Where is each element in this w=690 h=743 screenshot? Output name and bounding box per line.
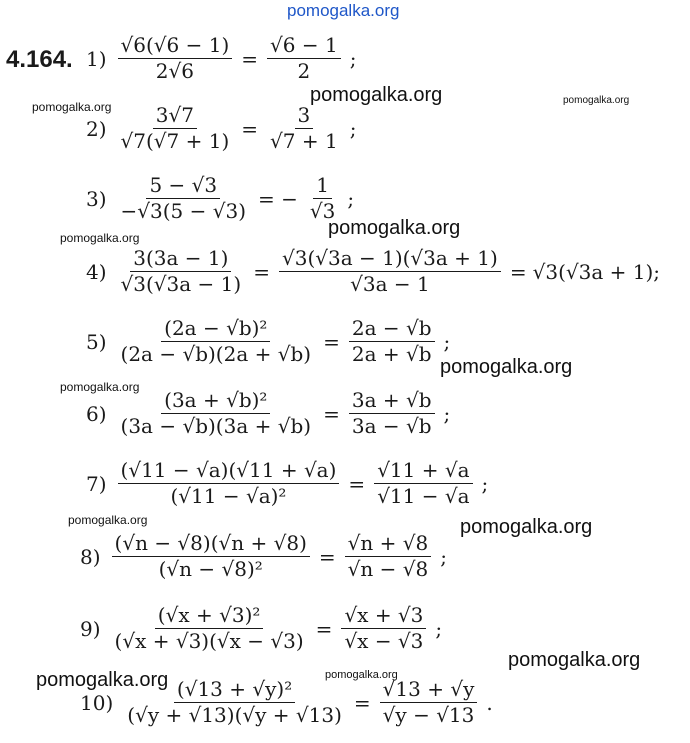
denominator: 2√6 xyxy=(155,59,194,83)
watermark-top: pomogalka.org xyxy=(287,1,400,20)
watermark: pomogalka.org xyxy=(508,649,641,671)
fraction xyxy=(112,604,307,653)
item-number: 10) xyxy=(80,690,114,715)
fraction xyxy=(267,104,341,153)
fraction xyxy=(118,317,315,366)
punctuation: . xyxy=(486,690,493,715)
fraction xyxy=(374,459,472,508)
punctuation: ; xyxy=(347,186,355,211)
watermark: pomogalka.org xyxy=(36,669,169,691)
watermark: pomogalka.org xyxy=(32,100,112,114)
equation-7 xyxy=(86,459,488,508)
denominator: √11 − √a xyxy=(377,484,470,508)
watermark: pomogalka.org xyxy=(460,516,593,538)
denominator: (√x + √3)(√x − √3) xyxy=(114,629,304,653)
punctuation: ; xyxy=(653,259,661,284)
watermark: pomogalka.org xyxy=(68,513,148,527)
denominator: √7 + 1 xyxy=(270,129,338,153)
numerator: √13 + √y xyxy=(380,678,478,703)
watermark: pomogalka.org xyxy=(310,84,443,106)
denominator: (√y + √13)(√y + √13) xyxy=(127,703,342,727)
denominator: 2a + √b xyxy=(351,342,432,366)
item-number: 6) xyxy=(86,401,107,426)
denominator: (2a − √b)(2a + √b) xyxy=(120,342,312,366)
relation: = xyxy=(241,116,259,141)
item-number: 3) xyxy=(86,186,107,211)
relation: = xyxy=(315,616,333,641)
equation-10 xyxy=(80,678,493,727)
fraction xyxy=(345,532,432,581)
numerator: 1 xyxy=(313,174,332,199)
item-number: 1) xyxy=(86,46,107,71)
fraction xyxy=(349,317,435,366)
denominator: √n − √8 xyxy=(347,557,429,581)
equation-6 xyxy=(86,389,450,438)
numerator: (√11 − √a)(√11 + √a) xyxy=(118,459,340,484)
equation-3 xyxy=(86,174,354,223)
denominator: √3(√3a − 1) xyxy=(120,272,242,296)
punctuation: ; xyxy=(481,471,489,496)
punctuation: ; xyxy=(435,616,443,641)
watermark: pomogalka.org xyxy=(328,217,461,239)
numerator: (3a + √b)² xyxy=(161,389,270,414)
denominator: √3a − 1 xyxy=(350,272,430,296)
relation: = xyxy=(348,471,366,496)
watermark: pomogalka.org xyxy=(60,231,140,245)
relation: = xyxy=(509,259,527,284)
fraction xyxy=(118,34,233,83)
denominator: 2 xyxy=(297,59,311,83)
fraction xyxy=(118,247,245,296)
numerator: (√13 + √y)² xyxy=(174,678,295,703)
relation: = − xyxy=(258,186,298,211)
fraction xyxy=(380,678,478,727)
denominator: 3a − √b xyxy=(351,414,432,438)
relation: = xyxy=(353,690,371,715)
numerator: √6(√6 − 1) xyxy=(118,34,233,59)
item-number: 2) xyxy=(86,116,107,141)
equation-2 xyxy=(86,104,356,153)
numerator: (√n − √8)(√n + √8) xyxy=(112,532,310,557)
equation-8 xyxy=(80,532,447,581)
punctuation: ; xyxy=(440,544,447,569)
relation: = xyxy=(253,259,270,284)
numerator: √x + √3 xyxy=(341,604,426,629)
numerator: 3a + √b xyxy=(349,389,435,414)
punctuation: ; xyxy=(443,401,451,426)
fraction xyxy=(118,104,233,153)
numerator: (2a − √b)² xyxy=(161,317,270,342)
denominator: −√3(5 − √3) xyxy=(120,199,247,223)
fraction xyxy=(118,174,250,223)
exercise-number: 4.164. xyxy=(6,46,73,73)
relation: = xyxy=(241,46,259,71)
denominator: (3a − √b)(3a + √b) xyxy=(120,414,312,438)
relation: = xyxy=(318,544,336,569)
item-number: 7) xyxy=(86,471,107,496)
numerator: 3(3a − 1) xyxy=(130,247,231,272)
equation-4 xyxy=(86,247,660,296)
numerator: √n + √8 xyxy=(345,532,432,557)
fraction xyxy=(279,247,501,296)
item-number: 4) xyxy=(86,259,107,284)
equation-1 xyxy=(86,34,356,83)
fraction xyxy=(112,532,310,581)
fraction xyxy=(124,678,345,727)
punctuation: ; xyxy=(349,116,357,141)
denominator: √y − √13 xyxy=(382,703,475,727)
fraction xyxy=(349,389,435,438)
expression: √3(√3a + 1) xyxy=(532,259,654,284)
fraction xyxy=(267,34,341,83)
numerator: 3√7 xyxy=(153,104,197,129)
equation-9 xyxy=(80,604,442,653)
denominator: (√n − √8)² xyxy=(158,557,263,581)
numerator: 2a − √b xyxy=(349,317,435,342)
watermark: pomogalka.org xyxy=(60,380,140,394)
item-number: 9) xyxy=(80,616,101,641)
fraction xyxy=(307,174,338,223)
numerator: √6 − 1 xyxy=(267,34,341,59)
denominator: √3 xyxy=(309,199,336,223)
punctuation: ; xyxy=(443,329,451,354)
fraction xyxy=(341,604,426,653)
denominator: √7(√7 + 1) xyxy=(120,129,230,153)
equation-5 xyxy=(86,317,450,366)
denominator: √x − √3 xyxy=(344,629,424,653)
numerator: 5 − √3 xyxy=(146,174,220,199)
item-number: 5) xyxy=(86,329,107,354)
fraction xyxy=(118,459,340,508)
watermark: pomogalka.org xyxy=(440,356,573,378)
numerator: (√x + √3)² xyxy=(155,604,264,629)
item-number: 8) xyxy=(80,544,101,569)
denominator: (√11 − √a)² xyxy=(170,484,287,508)
fraction xyxy=(118,389,315,438)
numerator: √11 + √a xyxy=(374,459,472,484)
relation: = xyxy=(323,401,340,426)
numerator: √3(√3a − 1)(√3a + 1) xyxy=(279,247,501,272)
watermark: pomogalka.org xyxy=(563,95,630,106)
relation: = xyxy=(323,329,340,354)
punctuation: ; xyxy=(349,46,357,71)
numerator: 3 xyxy=(295,104,314,129)
watermark: pomogalka.org xyxy=(325,669,398,681)
